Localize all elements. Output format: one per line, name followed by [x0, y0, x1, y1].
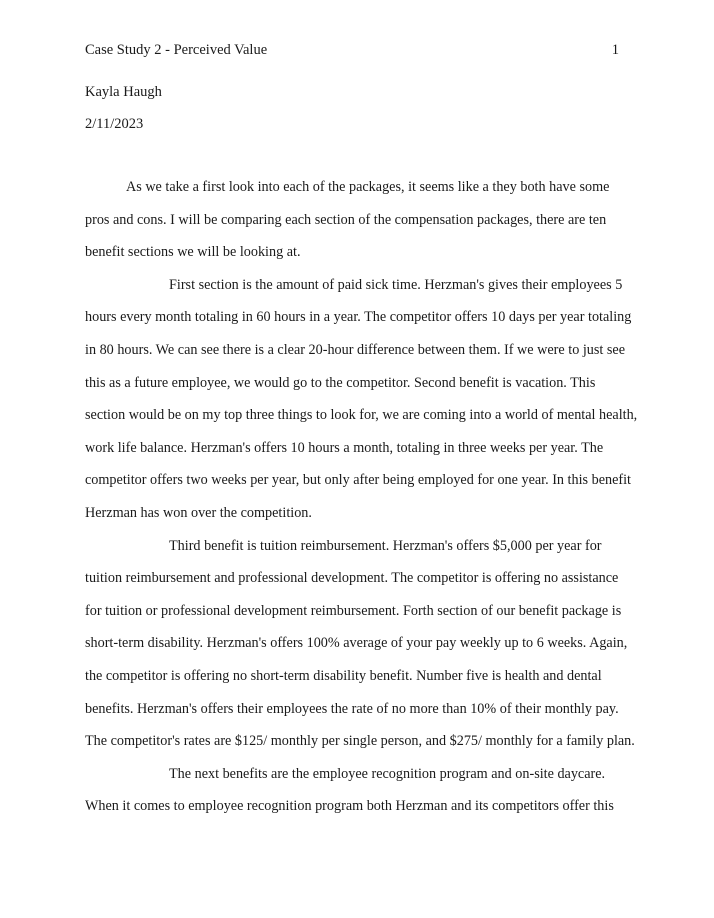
text-line: for tuition or professional development reimbursement. Forth section of our benefit package is — [85, 602, 622, 619]
text-line: benefit sections we will be looking at. — [85, 244, 301, 261]
text-line: The competitor's rates are $125/ monthly per single person, and $275/ monthly for a family plan. — [85, 733, 635, 750]
text-line: the competitor is offering no short-term disability benefit. Number five is health and dental — [85, 667, 602, 684]
text-line: section would be on my top three things to look for, we are coming into a world of mental health, — [85, 407, 638, 424]
text-line: Third benefit is tuition reimbursement. Herzman's offers $5,000 per year for — [169, 537, 602, 554]
text-line: hours every month totaling in 60 hours in a year. The competitor offers 10 days per year totaling — [85, 309, 632, 326]
body-text — [85, 177, 645, 829]
text-line: short-term disability. Herzman's offers 100% average of your pay weekly up to 6 weeks. Again, — [85, 635, 628, 652]
page-number: 1 — [611, 42, 619, 58]
text-line: tuition reimbursement and professional development. The competitor is offering no assistance — [85, 570, 619, 587]
text-line: First section is the amount of paid sick time. Herzman's gives their employees 5 — [169, 276, 623, 293]
author-name: Kayla Haugh — [85, 84, 162, 100]
text-line: As we take a first look into each of the packages, it seems like a they both have some — [126, 179, 610, 195]
header-title: Case Study 2 - Perceived Value — [85, 42, 268, 58]
text-line: in 80 hours. We can see there is a clear 20-hour difference between them. If we were to just see — [85, 341, 625, 358]
text-line: When it comes to employee recognition program both Herzman and its competitors offer this — [85, 798, 614, 815]
text-line: this as a future employee, we would go to the competitor. Second benefit is vacation. This — [85, 374, 596, 391]
text-line: competitor offers two weeks per year, but only after being employed for one year. In this benefit — [85, 472, 631, 489]
text-line: Herzman has won over the competition. — [85, 504, 312, 521]
text-line: work life balance. Herzman's offers 10 hours a month, totaling in three weeks per year. The — [85, 439, 604, 456]
text-line: benefits. Herzman's offers their employees the rate of no more than 10% of their monthly pay. — [85, 700, 619, 717]
document-date: 2/11/2023 — [85, 116, 144, 132]
text-line: pros and cons. I will be comparing each section of the compensation packages, there are ten — [85, 211, 607, 228]
text-line: The next benefits are the employee recognition program and on-site daycare. — [169, 765, 606, 782]
